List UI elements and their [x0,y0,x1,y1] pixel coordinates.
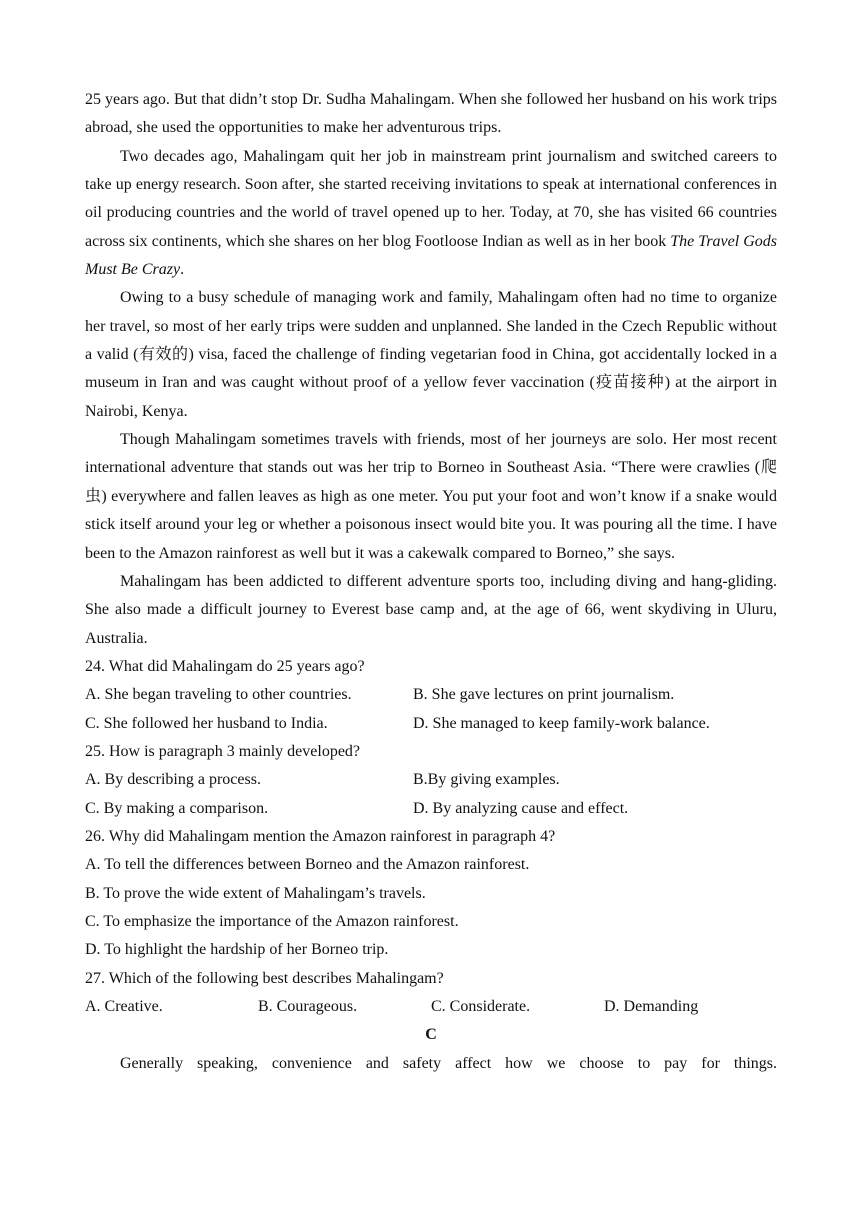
question-24-option-d: D. She managed to keep family-work balance. [413,714,710,732]
question-27-option-a: A. Creative. [85,998,163,1015]
question-25-stem: 25. How is paragraph 3 mainly developed? [85,742,361,760]
question-24-option-a: A. She began traveling to other countries. [85,686,352,704]
document-page [85,86,777,1078]
passage-b-paragraph-1: 25 years ago. But that didn’t stop Dr. Sudha Mahalingam. When she followed her husband on his work trips abroad, she used the opportunities to make her adventurous trips. [85,91,777,137]
passage-b-paragraph-4: Though Mahalingam sometimes travels with friends, most of her journeys are solo. Her most recent international adventure that stands out was her trip to Borneo in Southeast Asia. “There were crawlies (爬虫) everywhere and fallen leaves as high as one meter. You put your foot and won’t know if a snake would stick itself around your leg or whether a poisonous insect would bite you. It was pouring all the time. I have been to the Amazon rainforest as well but it was a cakewalk compared to Borneo,” she says. [85,431,778,562]
question-25-options-row-2 [85,795,777,823]
question-27-option-c: C. Considerate. [431,998,531,1015]
passage-c-heading: C [425,1026,437,1044]
question-26-stem: 26. Why did Mahalingam mention the Amazon rainforest in paragraph 4? [85,827,556,845]
question-24-stem: 24. What did Mahalingam do 25 years ago? [85,657,365,675]
paragraph-2-text: Two decades ago, Mahalingam quit her job in mainstream print journalism and switched careers to take up energy research. Soon after, she started receiving invitations to speak at international conferences in oil producing countries and the world of travel opened up to her. Today, at 70, she has visited 66 countries across six continents, which she shares on her blog Footloose Indian as well as in her book [85,147,777,250]
passage-b-paragraph-2 [85,143,777,285]
question-24-option-b: B. She gave lectures on print journalism. [413,686,675,704]
question-25-option-c: C. By making a comparison. [85,799,269,817]
question-24-option-c: C. She followed her husband to India. [85,714,328,732]
question-26-option-b: B. To prove the wide extent of Mahalingam’s travels. [85,884,426,902]
question-25-option-b: B.By giving examples. [413,771,560,789]
question-26-option-d: D. To highlight the hardship of her Borneo trip. [85,941,389,959]
question-27-option-b: B. Courageous. [258,998,358,1015]
question-27-stem: 27. Which of the following best describes Mahalingam? [85,969,444,987]
question-25-option-d: D. By analyzing cause and effect. [413,799,629,817]
passage-b-paragraph-5: Mahalingam has been addicted to different adventure sports too, including diving and hang-gliding. She also made a difficult journey to Everest base camp and, at the age of 66, went skydiving in Uluru, Australia. [85,572,777,647]
passage-c-first-line: Generally speaking, convenience and safety affect how we choose to pay for things. [120,1054,777,1072]
book-title: The Travel Gods Must Be Crazy [85,232,778,279]
paragraph-2-end: . [180,261,185,279]
question-24-options-row-1 [85,681,777,709]
question-27-options-row [85,993,777,1021]
question-25-options-row-1 [85,766,777,794]
question-25-option-a: A. By describing a process. [85,771,261,789]
question-24-options-row-2 [85,710,777,738]
passage-b-paragraph-3: Owing to a busy schedule of managing work and family, Mahalingam often had no time to organize her travel, so most of her early trips were sudden and unplanned. She landed in the Czech Republic without a valid (有效的) visa, faced the challenge of finding vegetarian food in China, got accidentally locked in a museum in Iran and was caught without proof of a yellow fever vaccination (疫苗接种) at the airport in Nairobi, Kenya. [85,289,777,420]
question-26-option-c: C. To emphasize the importance of the Amazon rainforest. [85,912,459,930]
question-27-option-d: D. Demanding [604,998,699,1015]
question-26-option-a: A. To tell the differences between Borneo and the Amazon rainforest. [85,856,530,874]
